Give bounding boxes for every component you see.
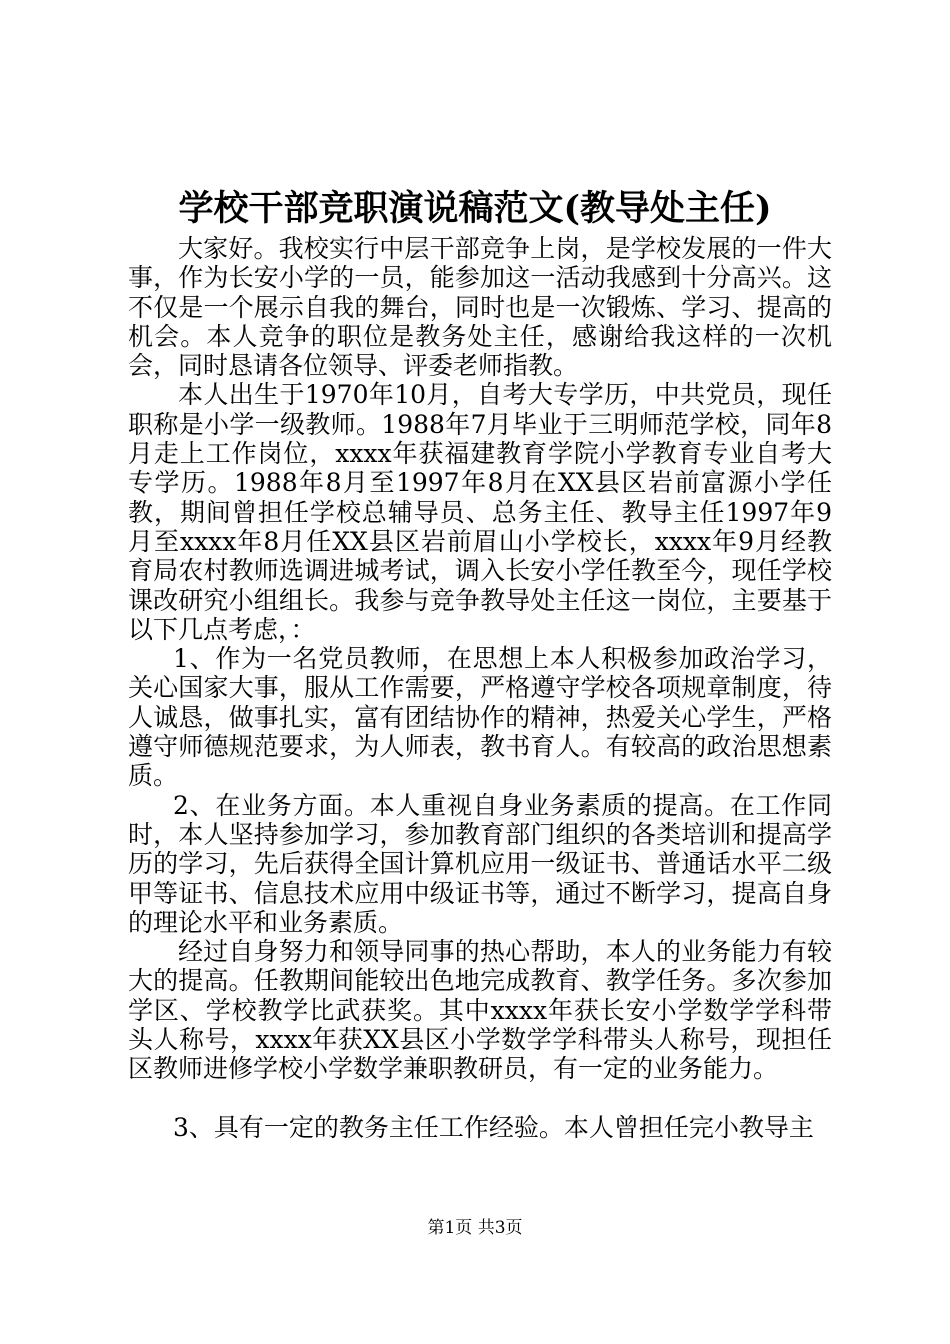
- paragraph-point-3: 3、具有一定的教务主任工作经验。本人曾担任完小教导主: [173, 1112, 814, 1142]
- page-number: 第1页 共3页: [427, 1218, 523, 1238]
- paragraph-spacer: [128, 1084, 832, 1113]
- document-title: 学校干部竞职演说稿范文(教导处主任): [178, 188, 772, 229]
- paragraph-point-2: 2、在业务方面。本人重视自身业务素质的提高。在工作同时，本人坚持参加学习，参加教育部门组织的各类培训和提高学历的学习，先后获得全国计算机应用一级证书、普通话水平二级甲等证书、信息技术应用中级证书等，通过不断学习，提高自身的理论水平和业务素质。: [128, 790, 832, 937]
- paragraph-greeting: 大家好。我校实行中层干部竞争上岗，是学校发展的一件大事，作为长安小学的一员，能参加这一活动我感到十分高兴。这不仅是一个展示自我的舞台，同时也是一次锻炼、学习、提高的机会。本人竞争的职位是教务处主任，感谢给我这样的一次机会，同时恳请各位领导、评委老师指教。: [128, 234, 832, 381]
- document-body: [128, 234, 832, 1142]
- paragraph-point-1: 1、作为一名党员教师，在思想上本人积极参加政治学习，关心国家大事，服从工作需要，严格遵守学校各项规章制度，待人诚恳，做事扎实，富有团结协作的精神，热爱关心学生，严格遵守师德规范要求，为人师表，教书育人。有较高的政治思想素质。: [128, 644, 832, 791]
- paragraph-achievements: 经过自身努力和领导同事的热心帮助，本人的业务能力有较大的提高。任教期间能较出色地完成教育、教学任务。多次参加学区、学校教学比武获奖。其中xxxx年获长安小学数学学科带头人称号，xxxx年获XX县区小学数学学科带头人称号，现担任区教师进修学校小学数学兼职教研员，有一定的业务能力。: [128, 937, 832, 1084]
- paragraph-background: 本人出生于1970年10月，自考大专学历，中共党员，现任职称是小学一级教师。1988年7月毕业于三明师范学校，同年8月走上工作岗位，xxxx年获福建教育学院小学教育专业自考大专学历。1988年8月至1997年8月在XX县区岩前富源小学任教，期间曾担任学校总辅导员、总务主任、教导主任1997年9月至xxxx年8月任XX县区岩前眉山小学校长，xxxx年9月经教育局农村教师选调进城考试，调入长安小学任教至今，现任学校课改研究小组组长。我参与竞争教导处主任这一岗位，主要基于以下几点考虑，：: [128, 380, 832, 644]
